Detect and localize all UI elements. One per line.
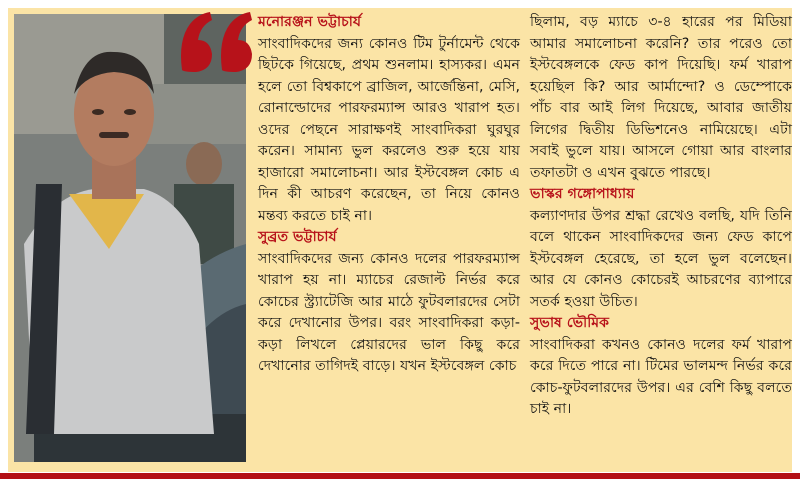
quotation-mark-icon [176,10,256,74]
speaker-name: মনোরঞ্জন ভট্টাচার্য [258,14,362,30]
speaker-name: ভাস্কর গঙ্গোপাধ্যায় [530,186,635,202]
quotes-column-right [530,12,792,421]
speaker-name: সুভাষ ভৌমিক [530,315,610,331]
quote-text: সাংবাদিকদের জন্য কোনও দলের পারফরম্যান্স খারাপ হয় না। ম্যাচের রেজাল্ট নির্ভর করে কোচের স্ট্র্যাটেজি আর মাঠে ফুটবলারদের সেটা করে দেখানোর উপর। বরং সাংবাদিকরা কড়া-কড়া লিখলে প্লেয়ারদের ভাল কিছু করে দেখানোর তাগিদই বাড়ে। যখন ইস্টবেঙ্গল কোচ [258,250,520,374]
quotes-column-left [258,12,520,378]
speaker-photo-illustration [14,14,246,462]
bottom-rule [0,473,800,479]
speaker-name: সুব্রত ভট্টাচার্য [258,229,337,245]
quote-text: সাংবাদিকদের জন্য কোনও টিম টুর্নামেন্ট থেকে ছিটকে গিয়েছে, প্রথম শুনলাম। হাস্যকর। এমন হলে তো বিশ্বকাপে ব্রাজিল, আর্জেন্তিনা, মেসি, রোনাল্ডোদের পারফরম্যান্স আরও খারাপ হত। ওদের পেছনে সারাক্ষণই সাংবাদিকরা ঘুরঘুর করেন। সামান্য ভুল করলেও শুরু হয়ে যায় হাজারো সমালোচনা। আর ইস্টবেঙ্গল কোচ এ দিন কী আচরণ করেছেন, তা নিয়ে কোনও মন্তব্য করতে চাই না। [258,35,520,224]
speaker-photo [14,14,246,462]
quote-text: সাংবাদিকরা কখনও কোনও দলের ফর্ম খারাপ করে দিতে পারে না। টিমের ভালমন্দ নির্ভর করে কোচ-ফুটবলারদের উপর। এর বেশি কিছু বলতে চাই না। [530,336,792,417]
quote-text: কল্যাণদার উপর শ্রদ্ধা রেখেও বলছি, যদি তিনি বলে থাকেন সাংবাদিকদের জন্য ফেড কাপে ইস্টবেঙ্গল হেরেছে, তা হলে ভুল বলেছেন। আর যে কোনও কোচেরই আচরণের ব্যাপারে সতর্ক হওয়া উচিত। [530,207,792,310]
quote-continuation-text: ছিলাম, বড় ম্যাচে ৩-৪ হারের পর মিডিয়া আমার সমালোচনা করেনি? তার পরেও তো ইস্টবেঙ্গলকে ফেড কাপ দিয়েছি। ফর্ম খারাপ হয়েছিল কি? আর আর্মান্দো? ও ডেম্পোকে পাঁচ বার আই লিগ দিয়েছে, আবার জাতীয় লিগের দ্বিতীয় ডিভিশনেও নামিয়েছে। এটা সবাই ভুলে যায়। আসলে গোয়া আর বাংলার তফাতটা ও এখন বুঝতে পারছে। [530,14,792,181]
